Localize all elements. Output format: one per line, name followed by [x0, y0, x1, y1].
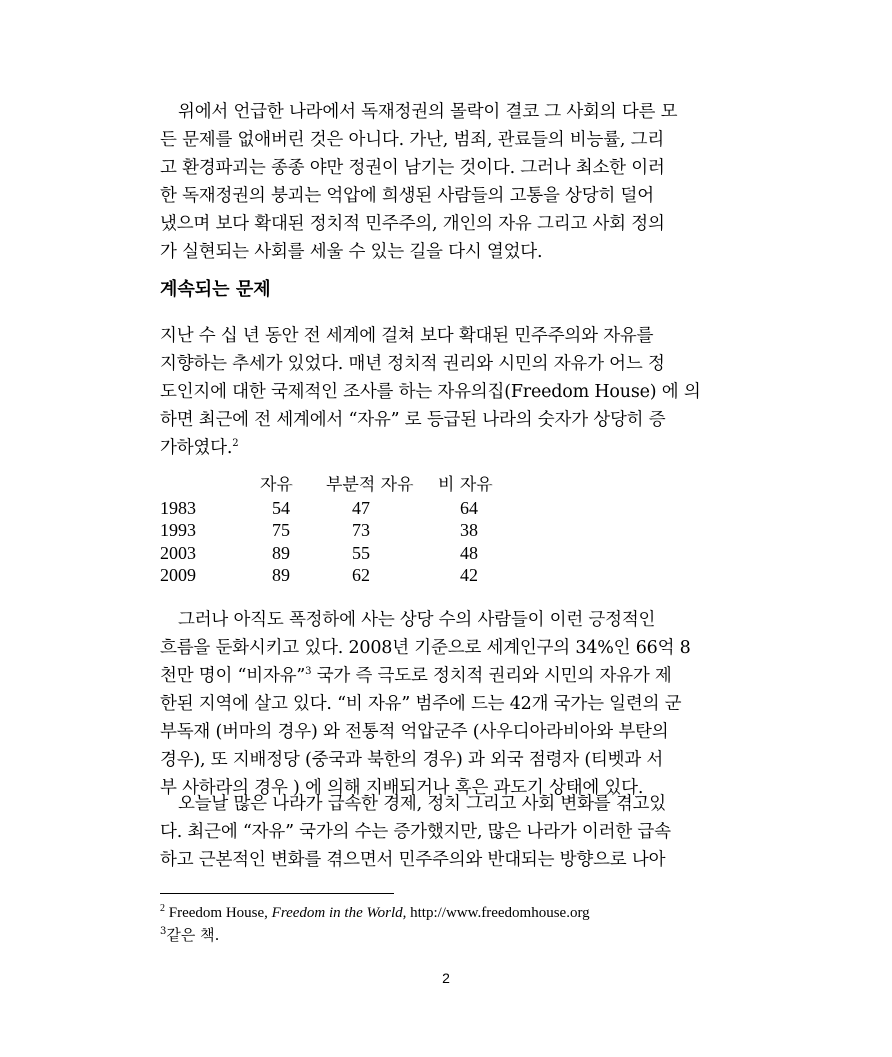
cell-free: 75 — [272, 520, 290, 540]
cell-free: 54 — [272, 497, 290, 518]
cell-free: 89 — [272, 565, 290, 585]
footnote-3 — [160, 925, 219, 945]
column-header-not-free: 비 자유 — [438, 475, 493, 495]
cell-partly-free: 73 — [352, 520, 370, 540]
cell-year: 2009 — [160, 565, 196, 585]
footnote-title: Freedom in the World, — [271, 905, 407, 921]
paragraph-tyranny — [160, 606, 745, 802]
paragraph-rapid-change — [160, 790, 745, 874]
text-line: 지향하는 추세가 있었다. 매년 정치적 권리와 시민의 자유가 어느 정 — [160, 354, 665, 374]
cell-not-free: 48 — [460, 542, 478, 563]
text-line: 하면 최근에 전 세계에서 “자유” 로 등급된 나라의 숫자가 상당히 증 — [160, 410, 666, 430]
text-line — [160, 434, 745, 462]
text-line: 부독재 (버마의 경우) 와 전통적 억압군주 (사우디아라비아와 부탄의 — [160, 722, 669, 742]
text-line: 고 환경파괴는 종종 야만 정권이 남기는 것이다. 그러나 최소한 이러 — [160, 158, 665, 178]
text-line: 경우), 또 지배정당 (중국과 북한의 경우) 과 외국 점령자 (티벳과 서 — [160, 750, 664, 770]
section-heading: 계속되는 문제 — [160, 279, 271, 300]
paragraph-freedom-trend — [160, 322, 745, 462]
text-segment: 가하였다. — [160, 438, 233, 458]
footnote-org: Freedom House, — [165, 905, 272, 921]
cell-not-free: 38 — [460, 520, 478, 540]
page-number: 2 — [442, 970, 450, 986]
cell-year: 2003 — [160, 542, 196, 563]
cell-partly-free: 55 — [352, 542, 370, 563]
cell-year: 1993 — [160, 520, 196, 540]
text-line: 든 문제를 없애버린 것은 아니다. 가난, 범죄, 관료들의 비능률, 그리 — [160, 130, 665, 150]
text-line: 흐름을 둔화시키고 있다. 2008년 기준으로 세계인구의 34%인 66억 8 — [160, 638, 691, 658]
footnote-text: 같은 책. — [166, 926, 220, 944]
text-line: 하고 근본적인 변화를 겪으면서 민주주의와 반대되는 방향으로 나아 — [160, 850, 666, 870]
footnote-number: 2 — [160, 903, 165, 914]
footnote-url: http://www.freedomhouse.org — [406, 905, 590, 921]
text-line: 부 사하라의 경우 ) 에 의해 지배되거나 혹은 과도기 상태에 있다. — [160, 778, 644, 798]
text-line: 가 실현되는 사회를 세울 수 있는 길을 다시 열었다. — [160, 242, 543, 262]
text-segment: 국가 즉 극도로 정치적 권리와 시민의 자유가 제 — [311, 666, 672, 686]
text-line: 그러나 아직도 폭정하에 사는 상당 수의 사람들이 이런 긍정적인 — [178, 610, 656, 630]
footnote-number: 3 — [160, 926, 167, 937]
text-line: 냈으며 보다 확대된 정치적 민주주의, 개인의 자유 그리고 사회 정의 — [160, 214, 665, 234]
footnote-ref: 2 — [232, 438, 239, 450]
column-header-partly-free: 부분적 자유 — [326, 475, 414, 495]
text-line: 오늘날 많은 나라가 급속한 경제, 정치 그리고 사회 변화를 겪고있 — [178, 794, 666, 814]
paragraph-collapse-of-dictatorships — [160, 98, 745, 266]
cell-partly-free: 62 — [352, 565, 370, 585]
footnote-separator — [160, 893, 394, 894]
text-line — [160, 662, 745, 690]
cell-free: 89 — [272, 542, 290, 563]
text-line: 지난 수 십 년 동안 전 세계에 걸쳐 보다 확대된 민주주의와 자유를 — [160, 326, 654, 346]
text-line: 도인지에 대한 국제적인 조사를 하는 자유의집(Freedom House) 에 의 — [160, 382, 701, 402]
text-line: 한된 지역에 살고 있다. “비 자유” 범주에 드는 42개 국가는 일련의 군 — [160, 694, 682, 714]
cell-year: 1983 — [160, 497, 196, 518]
cell-partly-free: 47 — [352, 497, 370, 518]
footnote-2 — [160, 903, 590, 923]
text-line: 다. 최근에 “자유” 국가의 수는 증가했지만, 많은 나라가 이러한 급속 — [160, 822, 671, 842]
footnote-ref: 3 — [305, 666, 312, 678]
column-header-free: 자유 — [260, 475, 293, 495]
text-line: 위에서 언급한 나라에서 독재정권의 몰락이 결코 그 사회의 다른 모 — [178, 102, 678, 122]
cell-not-free: 42 — [460, 565, 478, 585]
text-line: 한 독재정권의 붕괴는 억압에 희생된 사람들의 고통을 상당히 덜어 — [160, 186, 654, 206]
cell-not-free: 64 — [460, 497, 478, 518]
text-segment: 천만 명이 “비자유” — [160, 666, 306, 686]
